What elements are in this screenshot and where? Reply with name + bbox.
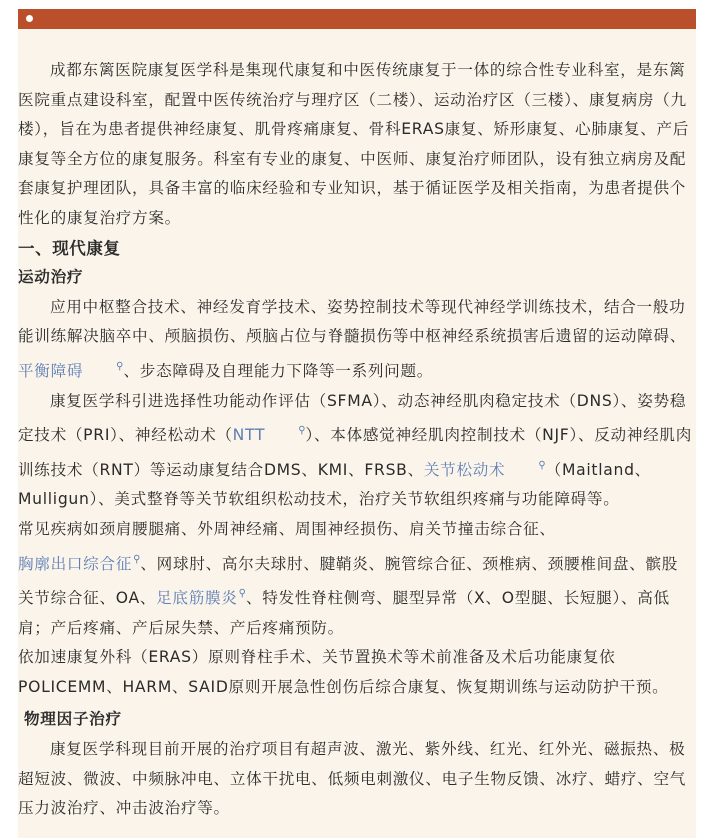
section-header-bar bbox=[18, 9, 696, 29]
physical-therapy-paragraph: 康复医学科现目前开展的治疗项目有超声波、激光、紫外线、红光、红外光、磁振热、极超短波、微波、中频脉冲电、立体干扰电、低频电刺激仪、电子生物反馈、冰疗、蜡疗、空气压力波治疗、冲击波治疗等。 bbox=[18, 740, 687, 818]
bullet-dot-icon bbox=[26, 15, 33, 22]
subsection-title-exercise-therapy: 运动治疗 bbox=[18, 268, 84, 287]
eras-paragraph: 依加速康复外科（ERAS）原则脊柱手术、关节置换术等术前准备及术后功能康复依POLICEMM、HARM、SAID原则开展急性创伤后综合康复、恢复期训练与运动防护干预。 bbox=[18, 648, 669, 696]
article-page bbox=[18, 0, 696, 838]
intro-paragraph: 成都东篱医院康复医学科是集现代康复和中医传统康复于一体的综合性专业科室，是东篱医院重点建设科室，配置中医传统治疗与理疗区（二楼）、运动治疗区（三楼）、康复病房（九楼），旨在为患者提供神经康复、肌骨疼痛康复、骨科ERAS康复、矫形康复、心肺康复、产后康复等全方位的康复服务。科室有专业的康复、中医师、康复治疗师团队，设有独立病房及配套康复护理团队，具备丰富的临床经验和专业知识，基于循证医学及相关指南，为患者提供个性化的康复治疗方案。 bbox=[18, 61, 690, 227]
search-icon: ⚲ bbox=[238, 588, 246, 600]
common-diseases-paragraph: 常见疾病如颈肩腰腿痛、外周神经痛、周围神经损伤、肩关节撞击综合征、胸廓出口综合征⚲、网球肘、高尔夫球肘、腱鞘炎、腕管综合征、颈椎病、颈腰椎间盘、髌股关节综合征、OA、足底筋膜炎⚲、特发性脊柱侧弯、腿型异常（X、O型腿、长短腿）、高低肩；产后疼痛、产后尿失禁、产后疼痛预防。 bbox=[18, 519, 679, 637]
subsection-title-physical-therapy: 物理因子治疗 bbox=[24, 710, 122, 729]
link-thoracic-outlet-syndrome[interactable]: 胸廓出口综合征⚲ bbox=[18, 555, 140, 573]
search-icon: ⚲ bbox=[116, 360, 124, 372]
search-icon: ⚲ bbox=[133, 553, 141, 565]
exercise-paragraph-2: 康复医学科引进选择性功能动作评估（SFMA）、动态神经肌肉稳定技术（DNS）、姿势稳定技术（PRI）、神经松动术（NTT ⚲）、本体感觉神经肌肉控制技术（NJF）、反动神经肌肉训练技术（RNT）等运动康复结合DMS、KMI、FRSB、关节松动术 ⚲（Maitland、Mulligun）、美式整脊等关节软组织松动技术，治疗关节软组织疼痛与功能障碍等。 bbox=[18, 391, 693, 509]
search-icon: ⚲ bbox=[298, 425, 306, 437]
article-content bbox=[18, 56, 694, 824]
link-plantar-fasciitis[interactable]: 足底筋膜炎⚲ bbox=[156, 589, 246, 607]
link-ntt[interactable]: NTT ⚲ bbox=[233, 426, 306, 444]
top-spacer bbox=[18, 0, 696, 9]
link-balance-disorder[interactable]: 平衡障碍 ⚲ bbox=[18, 362, 123, 380]
link-joint-mobilization[interactable]: 关节松动术 ⚲ bbox=[424, 461, 546, 479]
section-title-modern-rehab: 一、现代康复 bbox=[18, 238, 121, 258]
search-icon: ⚲ bbox=[538, 459, 546, 471]
exercise-paragraph-1: 应用中枢整合技术、神经发育学技术、姿势控制技术等现代神经学训练技术，结合一般功能训练解决脑卒中、颅脑损伤、颅脑占位与脊髓损伤等中枢神经系统损害后遗留的运动障碍、平衡障碍 ⚲、步态障碍及自理能力下降等一系列问题。 bbox=[18, 297, 687, 380]
